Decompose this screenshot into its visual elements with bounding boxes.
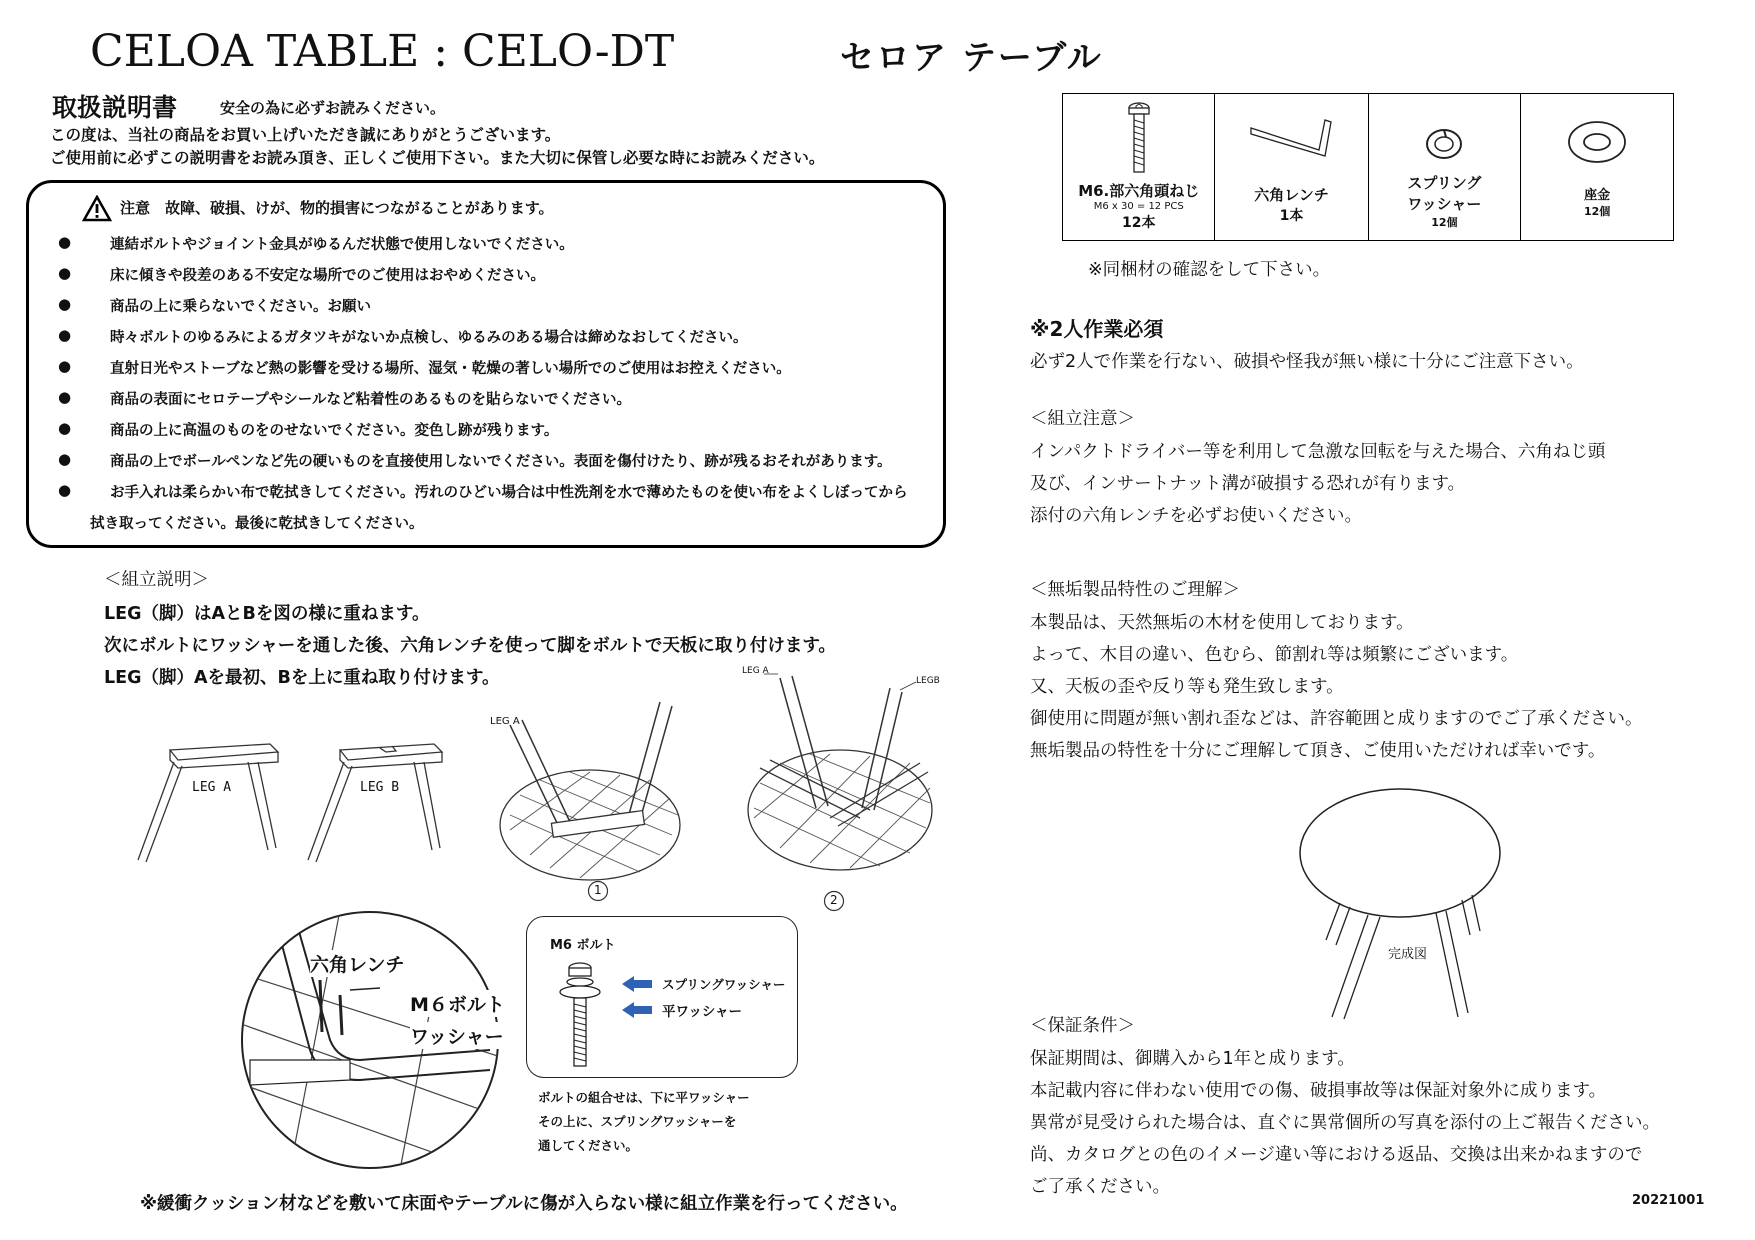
warning-icon <box>82 195 112 222</box>
leg-a-drawing <box>130 740 290 870</box>
caution-item: 時々ボルトのゆるみによるガタツキがないか点検し、ゆるみのある場合は締めなおしてください。 <box>110 330 748 346</box>
bullet: ● <box>58 233 72 251</box>
bottom-note: ※緩衝クッション材などを敷いて床面やテーブルに傷が入らない様に組立作業を行ってください。 <box>140 1194 908 1214</box>
bullet: ● <box>58 264 72 282</box>
assembly-caution-line: 添付の六角レンチを必ずお使いください。 <box>1030 506 1363 526</box>
bullet: ● <box>58 450 72 468</box>
assembly-caution-heading: ＜組立注意＞ <box>1030 409 1135 429</box>
solid-wood-line: よって、木目の違い、色むら、節割れ等は頻繁にございます。 <box>1030 645 1519 665</box>
part-cell-wrench <box>1215 94 1368 241</box>
document-title-jp: セロア テーブル <box>840 38 1103 78</box>
two-person-text: 必ず2人で作業を行ない、破損や怪我が無い様に十分にご注意下さい。 <box>1030 352 1584 372</box>
part-name-line2: ワッシャー <box>1407 195 1482 213</box>
bullet: ● <box>58 326 72 344</box>
step-2-leg-a-label: LEG A <box>742 666 769 676</box>
warranty-line: 本記載内容に伴わない使用での傷、破損事故等は保証対象外に成ります。 <box>1030 1081 1607 1101</box>
bolt-box-title: M6 ボルト <box>550 938 616 953</box>
leg-b-label: LEG B <box>360 780 400 795</box>
arrow-left-icon <box>622 974 654 1028</box>
warranty-line: 異常が見受けられた場合は、直ぐに異常個所の写真を添付の上ご報告ください。 <box>1030 1113 1660 1133</box>
leg-b-drawing <box>300 740 450 870</box>
intro-line: この度は、当社の商品をお買い上げいただき誠にありがとうございます。 <box>50 126 561 144</box>
part-qty: 12個 <box>1583 205 1611 218</box>
spring-washer-icon <box>1419 122 1469 168</box>
assembly-line: LEG（脚）はAとBを図の様に重ねます。 <box>104 604 430 624</box>
part-cell-spring-washer <box>1368 94 1521 241</box>
solid-wood-line: 本製品は、天然無垢の木材を使用しております。 <box>1030 613 1414 633</box>
bullet: ● <box>58 481 72 499</box>
step-2-number: 2 <box>830 893 838 907</box>
caution-item: お手入れは柔らかい布で乾拭きしてください。汚れのひどい場合は中性洗剤を水で薄めたものを使い布をよくしぼってから <box>110 485 908 501</box>
spring-washer-label: スプリングワッシャー <box>662 977 786 992</box>
warranty-heading: ＜保証条件＞ <box>1030 1016 1135 1036</box>
part-qty: 12本 <box>1121 215 1156 231</box>
warranty-line: ご了承ください。 <box>1030 1177 1170 1197</box>
part-spec: M6 x 30 = 12 PCS <box>1093 201 1184 212</box>
caution-item: 商品の表面にセロテープやシールなど粘着性のあるものを貼らないでください。 <box>110 392 631 408</box>
completed-table-drawing <box>1290 785 1510 1025</box>
bolt-assembly-icon <box>555 958 605 1070</box>
leg-a-label: LEG A <box>192 780 232 795</box>
step-1-drawing <box>490 690 690 890</box>
assembly-line: LEG（脚）Aを最初、Bを上に重ね取り付けます。 <box>104 668 500 688</box>
flat-washer-icon <box>1565 118 1629 168</box>
assembly-caution-line: インパクトドライバー等を利用して急激な回転を与えた場合、六角ねじ頭 <box>1030 442 1606 462</box>
bolt-note-line: 通してください。 <box>538 1138 639 1153</box>
solid-wood-line: 御使用に問題が無い割れ歪などは、許容範囲と成りますのでご了承ください。 <box>1030 709 1643 729</box>
solid-wood-line: 又、天板の歪や反り等も発生致します。 <box>1030 677 1344 697</box>
caution-item: 商品の上に高温のものをのせないでください。変色し跡が残ります。 <box>110 423 559 439</box>
bullet: ● <box>58 295 72 313</box>
intro-line: ご使用前に必ずこの説明書をお読み頂き、正しくご使用下さい。また大切に保管し必要な時にお読みください。 <box>50 149 825 167</box>
part-cell-flat-washer <box>1521 94 1674 241</box>
hex-bolt-icon <box>1119 100 1159 176</box>
part-name: スプリング <box>1407 174 1482 192</box>
part-qty: 1本 <box>1279 208 1304 224</box>
assembly-line: 次にボルトにワッシャーを通した後、六角レンチを使って脚をボルトで天板に取り付けます。 <box>104 636 836 656</box>
solid-wood-heading: ＜無垢製品特性のご理解＞ <box>1030 580 1240 600</box>
parts-note: ※同梱材の確認をして下さい。 <box>1088 260 1331 280</box>
bullet: ● <box>58 388 72 406</box>
part-name: M6.部六角頭ねじ <box>1078 182 1200 200</box>
manual-subheading: 安全の為に必ずお読みください。 <box>220 99 446 117</box>
caution-item: 商品の上に乗らないでください。お願い <box>110 299 371 315</box>
part-name: 座金 <box>1584 188 1611 203</box>
washer-label: ワッシャー <box>410 1022 504 1049</box>
warranty-line: 尚、カタログとの色のイメージ違い等における返品、交換は出来かねますので <box>1030 1145 1643 1165</box>
bolt-note-line: その上に、スプリングワッシャーを <box>538 1114 737 1129</box>
flat-washer-label: 平ワッシャー <box>662 1004 743 1020</box>
warranty-line: 保証期間は、御購入から1年と成ります。 <box>1030 1049 1355 1069</box>
step-2-leg-b-label: LEGB <box>916 676 940 686</box>
caution-item-continuation: 拭き取ってください。最後に乾拭きしてください。 <box>90 516 424 532</box>
step-2-drawing <box>740 668 950 888</box>
assembly-caution-line: 及び、インサートナット溝が破損する恐れが有ります。 <box>1030 474 1466 494</box>
bolt-note-line: ボルトの組合せは、下に平ワッシャー <box>538 1090 750 1105</box>
caution-heading: 注意 故障、破損、けが、物的損害につながることがあります。 <box>120 199 554 217</box>
caution-item: 商品の上でボールペンなど先の硬いものを直接使用しないでください。表面を傷付けたり、跡が残るおそれがあります。 <box>110 454 892 470</box>
two-person-heading: ※2人作業必須 <box>1030 317 1164 341</box>
part-name: 六角レンチ <box>1254 186 1329 204</box>
solid-wood-line: 無垢製品の特性を十分にご理解して頂き、ご使用いただければ幸いです。 <box>1030 741 1606 761</box>
caution-item: 床に傾きや段差のある不安定な場所でのご使用はおやめください。 <box>110 268 545 284</box>
document-code: 20221001 <box>1632 1193 1705 1208</box>
leg-a-small-label: LEG A <box>490 716 520 727</box>
manual-heading: 取扱説明書 <box>52 93 178 122</box>
completed-label: 完成図 <box>1388 947 1428 962</box>
bullet: ● <box>58 357 72 375</box>
part-qty: 12個 <box>1431 216 1458 229</box>
parts-table <box>1062 93 1674 241</box>
document-title-en: CELOA TABLE : CELO-DT <box>90 26 675 77</box>
caution-item: 連結ボルトやジョイント金具がゆるんだ状態で使用しないでください。 <box>110 237 574 253</box>
bolt-label: M６ボルト <box>410 990 505 1017</box>
caution-item: 直射日光やストーブなど熱の影響を受ける場所、湿気・乾燥の著しい場所でのご使用はお控えください。 <box>110 361 791 377</box>
hex-wrench-icon <box>1247 110 1337 174</box>
bullet: ● <box>58 419 72 437</box>
part-cell-bolt <box>1063 94 1215 241</box>
step-1-number: 1 <box>594 883 602 897</box>
assembly-heading: ＜組立説明＞ <box>104 570 209 590</box>
wrench-label: 六角レンチ <box>310 950 405 977</box>
